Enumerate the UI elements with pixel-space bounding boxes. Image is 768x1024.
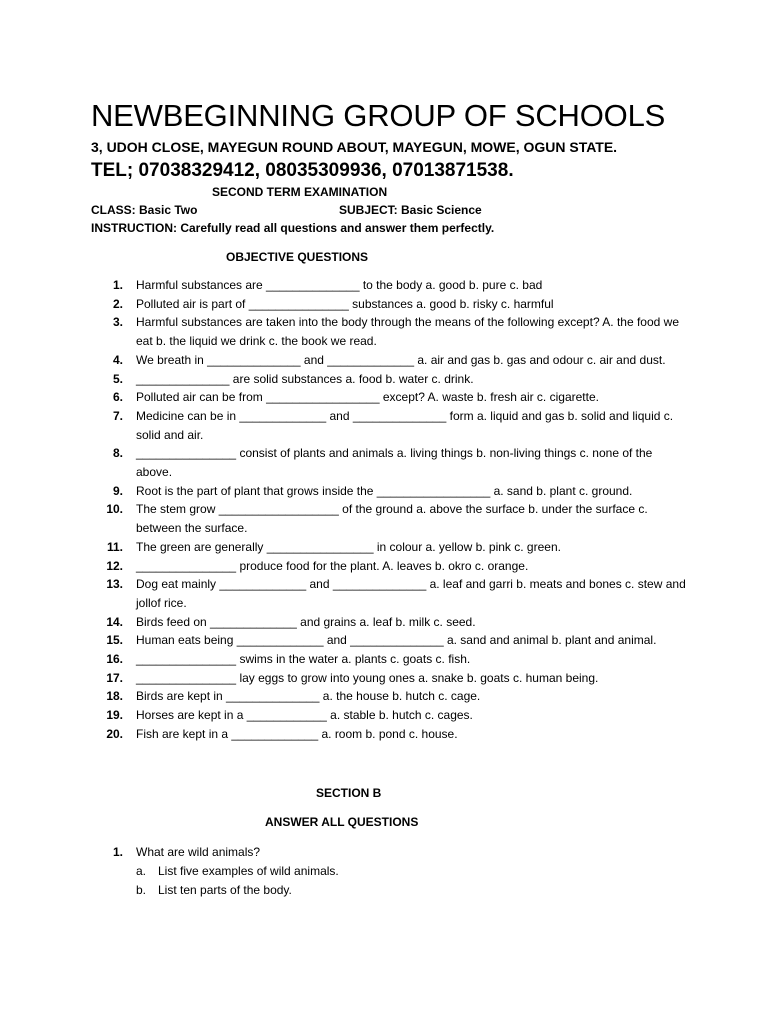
question-text: Human eats being _____________ and ______________ a. sand and animal b. plant and animal. (136, 633, 657, 648)
question-number: 15. (106, 633, 123, 648)
question-text: _______________ swims in the water a. plants c. goats c. fish. (136, 652, 471, 667)
question-text: The green are generally ________________ in colour a. yellow b. pink c. green. (136, 539, 561, 554)
question-item (91, 706, 691, 725)
question-text: ______________ are solid substances a. food b. water c. drink. (136, 371, 474, 386)
question-text: We breath in ______________ and _____________ a. air and gas b. gas and odour c. air and dust. (136, 352, 666, 367)
sub-question-text: List ten parts of the body. (158, 883, 292, 897)
question-number: 6. (112, 390, 123, 405)
question-item (91, 295, 691, 314)
question-item (91, 276, 691, 295)
question-item (91, 388, 691, 407)
question-item (91, 575, 691, 612)
question-item (91, 613, 691, 632)
question-item (91, 687, 691, 706)
question-number: 14. (106, 614, 123, 629)
question-item (91, 538, 691, 557)
question-item (91, 650, 691, 669)
question-text: Polluted air can be from _________________ except? A. waste b. fresh air c. cigarette. (136, 390, 599, 405)
question-number: 19. (106, 708, 123, 723)
question-text: _______________ lay eggs to grow into young ones a. snake b. goats c. human being. (136, 670, 599, 685)
question-text: Harmful substances are taken into the body through the means of the following except? A. the food we eat b. the liquid we drink c. the book we read. (136, 315, 679, 349)
question-number: 18. (106, 689, 123, 704)
question-text: _______________ consist of plants and animals a. living things b. non-living things c. none of the above. (136, 446, 653, 480)
question-item (91, 557, 691, 576)
question-number: 20. (106, 726, 123, 741)
school-phone: TEL; 07038329412, 08035309936, 07013871538. (91, 160, 514, 181)
question-text: _______________ produce food for the plant. A. leaves b. okro c. orange. (136, 558, 529, 573)
question-number: 9. (112, 483, 123, 498)
question-number: 17. (106, 670, 123, 685)
objective-questions-list (91, 276, 691, 744)
class-label: CLASS: Basic Two (91, 203, 198, 217)
question-text: Root is the part of plant that grows inside the _________________ a. sand b. plant c. ground. (136, 483, 633, 498)
question-number: 10. (106, 502, 123, 517)
sub-question-text: List five examples of wild animals. (158, 864, 339, 878)
question-item (91, 370, 691, 389)
question-number: 1. (112, 278, 123, 292)
question-text: Medicine can be in _____________ and ______________ form a. liquid and gas b. solid and liquid c. solid and air. (136, 408, 674, 442)
question-number: 5. (112, 371, 123, 386)
question-item (91, 631, 691, 650)
school-address: 3, UDOH CLOSE, MAYEGUN ROUND ABOUT, MAYEGUN, MOWE, OGUN STATE. (91, 139, 618, 155)
school-name: NEWBEGINNING GROUP OF SCHOOLS (91, 98, 666, 133)
question-number: 2. (112, 296, 123, 311)
exam-title: SECOND TERM EXAMINATION (212, 185, 388, 199)
section-b-question (91, 843, 691, 900)
question-text: Horses are kept in a ____________ a. stable b. hutch c. cages. (136, 708, 473, 723)
question-item (91, 407, 691, 444)
question-text: The stem grow __________________ of the ground a. above the surface b. under the surface c. between the surface. (136, 502, 648, 536)
question-item (91, 313, 691, 350)
question-text: Fish are kept in a _____________ a. room b. pond c. house. (136, 726, 458, 741)
question-text: Birds are kept in ______________ a. the house b. hutch c. cage. (136, 689, 481, 704)
question-number: 1. (112, 845, 123, 859)
answer-all-heading: ANSWER ALL QUESTIONS (265, 815, 419, 829)
sub-question-letter: b. (136, 883, 147, 897)
question-number: 8. (112, 446, 123, 461)
question-item (91, 500, 691, 537)
section-b-heading: SECTION B (316, 786, 382, 800)
question-number: 4. (112, 352, 123, 367)
instruction-text: INSTRUCTION: Carefully read all questions and answer them perfectly. (91, 221, 495, 235)
sub-question-letter: a. (136, 864, 147, 878)
question-number: 16. (106, 652, 123, 667)
question-item (91, 669, 691, 688)
question-text: Birds feed on _____________ and grains a. leaf b. milk c. seed. (136, 614, 476, 629)
question-text: What are wild animals? (136, 845, 261, 859)
question-number: 3. (112, 315, 123, 330)
question-number: 12. (106, 558, 123, 573)
sub-question-item (91, 862, 691, 881)
question-number: 11. (106, 539, 123, 554)
subject-label: SUBJECT: Basic Science (339, 203, 482, 217)
question-text: Harmful substances are ______________ to the body a. good b. pure c. bad (136, 278, 543, 292)
objective-questions-heading: OBJECTIVE QUESTIONS (226, 250, 369, 264)
question-text: Dog eat mainly _____________ and ______________ a. leaf and garri b. meats and bones c. stew and jollof rice. (136, 577, 686, 610)
question-number: 7. (112, 408, 123, 423)
sub-question-item (91, 881, 691, 900)
question-text: Polluted air is part of _______________ substances a. good b. risky c. harmful (136, 296, 554, 311)
question-number: 13. (106, 577, 123, 592)
question-item (91, 482, 691, 501)
question-item (91, 725, 691, 744)
question-item (91, 444, 691, 481)
question-item (91, 351, 691, 370)
question-item (91, 843, 691, 862)
